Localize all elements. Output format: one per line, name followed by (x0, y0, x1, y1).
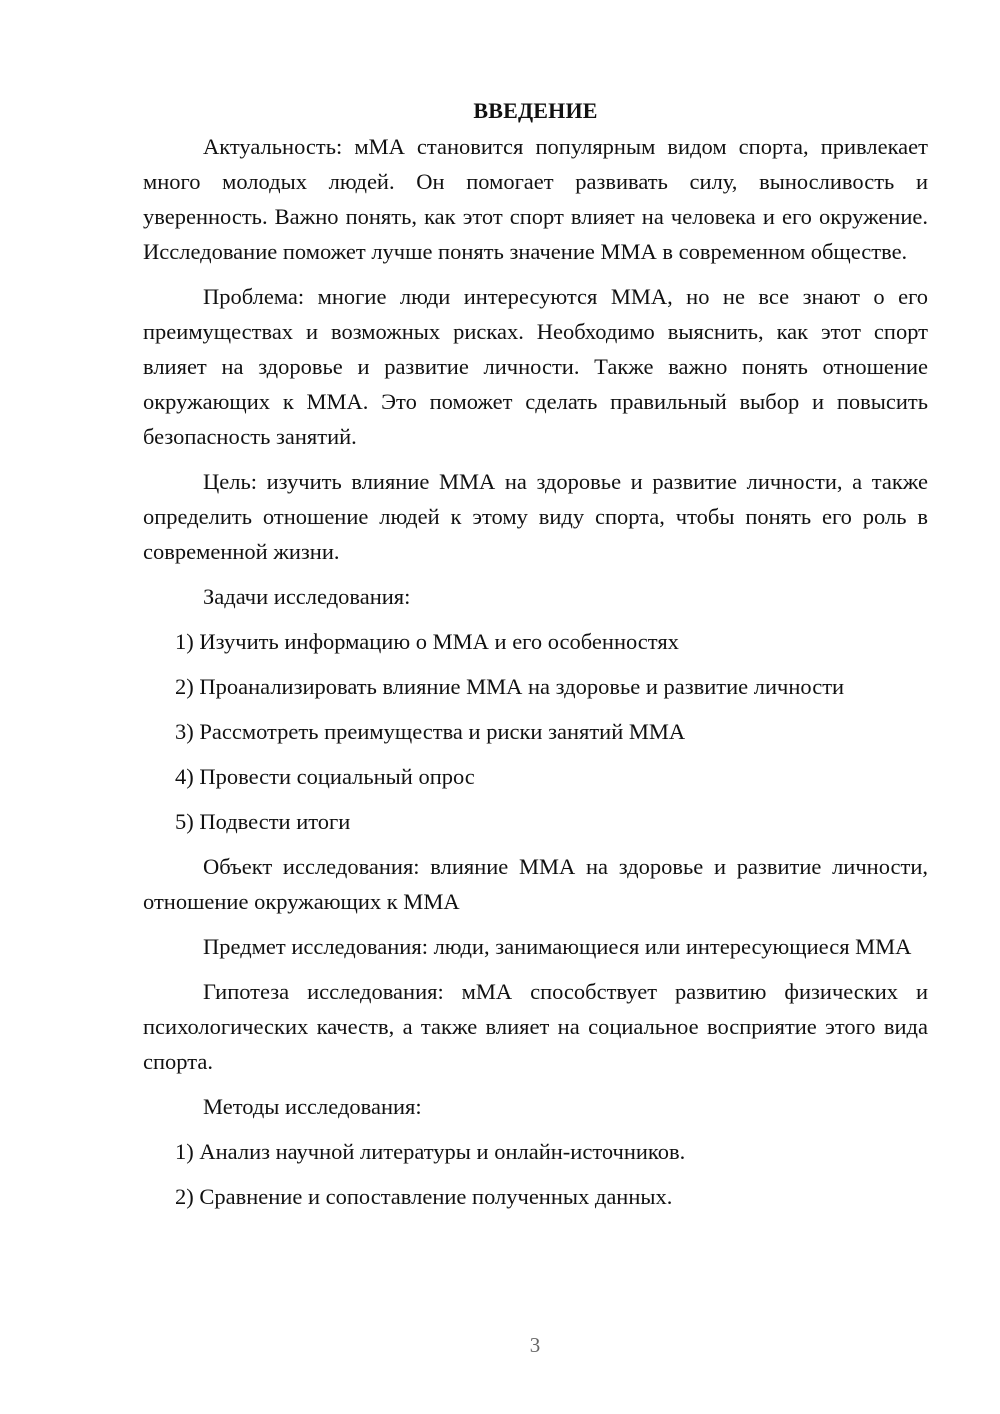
document-body (143, 94, 928, 1224)
relevance-paragraph: Актуальность: мМА становится популярным видом спорта, привлекает много молодых людей. Он помогает развивать силу, выносливость и уверенность. Важно понять, как этот спорт влияет на человека и его окружение. Исследование поможет лучше понять значение ММА в современном обществе. (143, 134, 928, 264)
page-number: 3 (529, 1333, 541, 1357)
task-item: 1) Изучить информацию о ММА и его особенностях (175, 629, 679, 654)
task-item: 5) Подвести итоги (175, 809, 351, 834)
method-item: 1) Анализ научной литературы и онлайн-источников. (175, 1139, 686, 1164)
methods-title: Методы исследования: (203, 1094, 422, 1119)
tasks-title: Задачи исследования: (203, 584, 411, 609)
problem-paragraph: Проблема: многие люди интересуются ММА, но не все знают о его преимуществах и возможных рисках. Необходимо выяснить, как этот спорт влияет на здоровье и развитие личности. Также важно понять отношение окружающих к ММА. Это поможет сделать правильный выбор и повысить безопасность занятий. (143, 284, 928, 449)
hypothesis-paragraph: Гипотеза исследования: мМА способствует развитию физических и психологических качеств, а также влияет на социальное восприятие этого вида спорта. (143, 979, 928, 1074)
object-paragraph: Объект исследования: влияние ММА на здоровье и развитие личности, отношение окружающих к ММА (143, 854, 928, 914)
goal-paragraph: Цель: изучить влияние ММА на здоровье и развитие личности, а также определить отношение людей к этому виду спорта, чтобы понять его роль в современной жизни. (143, 469, 928, 564)
method-item: 2) Сравнение и сопоставление полученных данных. (175, 1184, 673, 1209)
task-item: 3) Рассмотреть преимущества и риски занятий ММА (175, 719, 686, 744)
task-item: 4) Провести социальный опрос (175, 764, 475, 789)
section-heading: ВВЕДЕНИЕ (473, 98, 598, 123)
task-item: 2) Проанализировать влияние ММА на здоровье и развитие личности (175, 674, 845, 699)
subject-paragraph: Предмет исследования: люди, занимающиеся или интересующиеся ММА (203, 934, 912, 959)
